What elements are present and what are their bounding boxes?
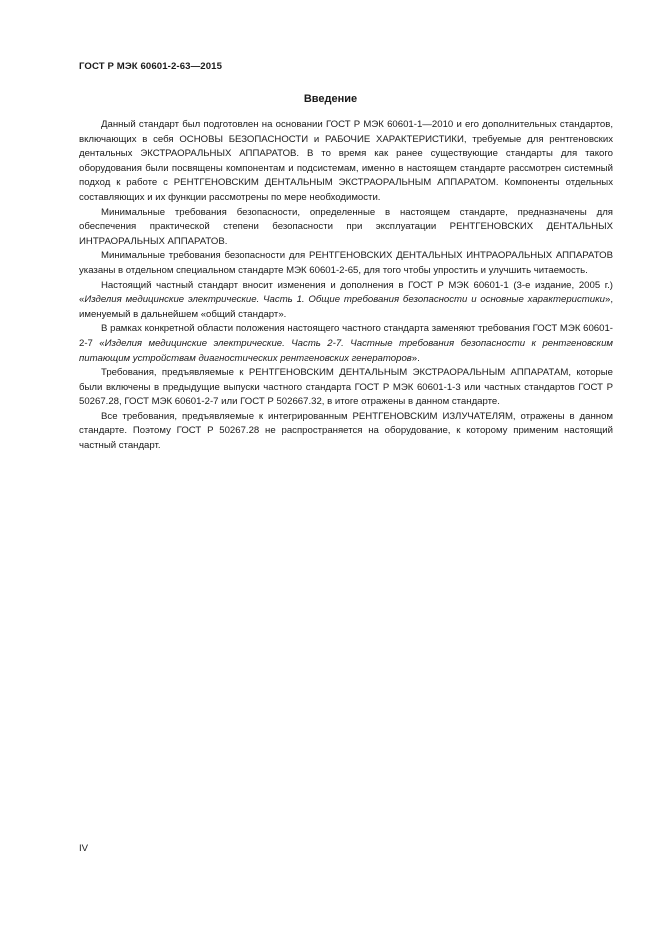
paragraph-4-text-b: », именуемый в дальнейшем «общий стандарт». — [79, 294, 613, 320]
paragraph-5 — [79, 322, 613, 366]
section-title: Введение — [303, 93, 358, 105]
paragraph-4-text-a: Настоящий частный стандарт вносит изменения и дополнения в ГОСТ Р МЭК 60601-1 (3-е издание, 2005 г.) « — [79, 279, 613, 306]
paragraph-4 — [79, 279, 613, 323]
paragraph-5-reference: Изделия медицинские электрические. Часть 2-7. Частные требования безопасности к рентгеновским питающим устройствам диагностических рентгеновских генераторов — [79, 337, 613, 364]
paragraph-5-text-b: ». — [411, 352, 420, 364]
paragraph-6: Требования, предъявляемые к РЕНТГЕНОВСКИМ ДЕНТАЛЬНЫМ ЭКСТРАОРАЛЬНЫМ АППАРАТАМ, которые были включены в предыдущие выпуски частного стандарта ГОСТ Р МЭК 60601-1-3 или частных стандартов ГОСТ Р 50267.28, ГОСТ МЭК 60601-2-7 или ГОСТ Р 502667.32, в итоге отражены в данном стандарте. — [79, 367, 613, 408]
paragraph-1: Данный стандарт был подготовлен на основании ГОСТ Р МЭК 60601-1—2010 и его дополнительных стандартов, включающих в себя ОСНОВЫ БЕЗОПАСНОСТИ и РАБОЧИЕ ХАРАКТЕРИСТИКИ, требуемые для рентгеновских дентальных ЭКСТРАОРАЛЬНЫХ АППАРАТОВ. В то время как ранее существующие стандарты для такого оборудования были посвящены компонентам и подсистемам, именно в настоящем стандарте рассмотрен системный подход к работе с РЕНТГЕНОВСКИМ ДЕНТАЛЬНЫМ ЭКСТРАОРАЛЬНЫМ АППАРАТОМ. Компоненты отдельных составляющих и их функции рассмотрены по мере необходимости. — [79, 119, 613, 203]
page-number: IV — [79, 843, 89, 854]
paragraph-2: Минимальные требования безопасности, определенные в настоящем стандарте, предназначены для обеспечения практической степени безопасности при эксплуатации РЕНТГЕНОВСКИХ ДЕНТАЛЬНЫХ ИНТРАОРАЛЬНЫХ АППАРАТОВ. — [79, 206, 613, 247]
paragraph-4-reference: Изделия медицинские электрические. Часть 1. Общие требования безопасности и основные характеристики — [84, 294, 605, 306]
document-body — [79, 118, 613, 454]
document-code: ГОСТ Р МЭК 60601-2-63—2015 — [79, 61, 223, 72]
paragraph-3: Минимальные требования безопасности для РЕНТГЕНОВСКИХ ДЕНТАЛЬНЫХ ИНТРАОРАЛЬНЫХ АППАРАТОВ указаны в отдельном специальном стандарте МЭК 60601-2-65, для того чтобы упростить и улучшить читаемость. — [79, 250, 613, 276]
paragraph-7: Все требования, предъявляемые к интегрированным РЕНТГЕНОВСКИМ ИЗЛУЧАТЕЛЯМ, отражены в данном стандарте. Поэтому ГОСТ Р 50267.28 не распространяется на оборудование, к которому применим настоящий частный стандарт. — [79, 410, 613, 452]
paragraph-5-text-a: В рамках конкретной области положения настоящего частного стандарта заменяют требования ГОСТ МЭК 60601-2-7 « — [79, 323, 613, 349]
